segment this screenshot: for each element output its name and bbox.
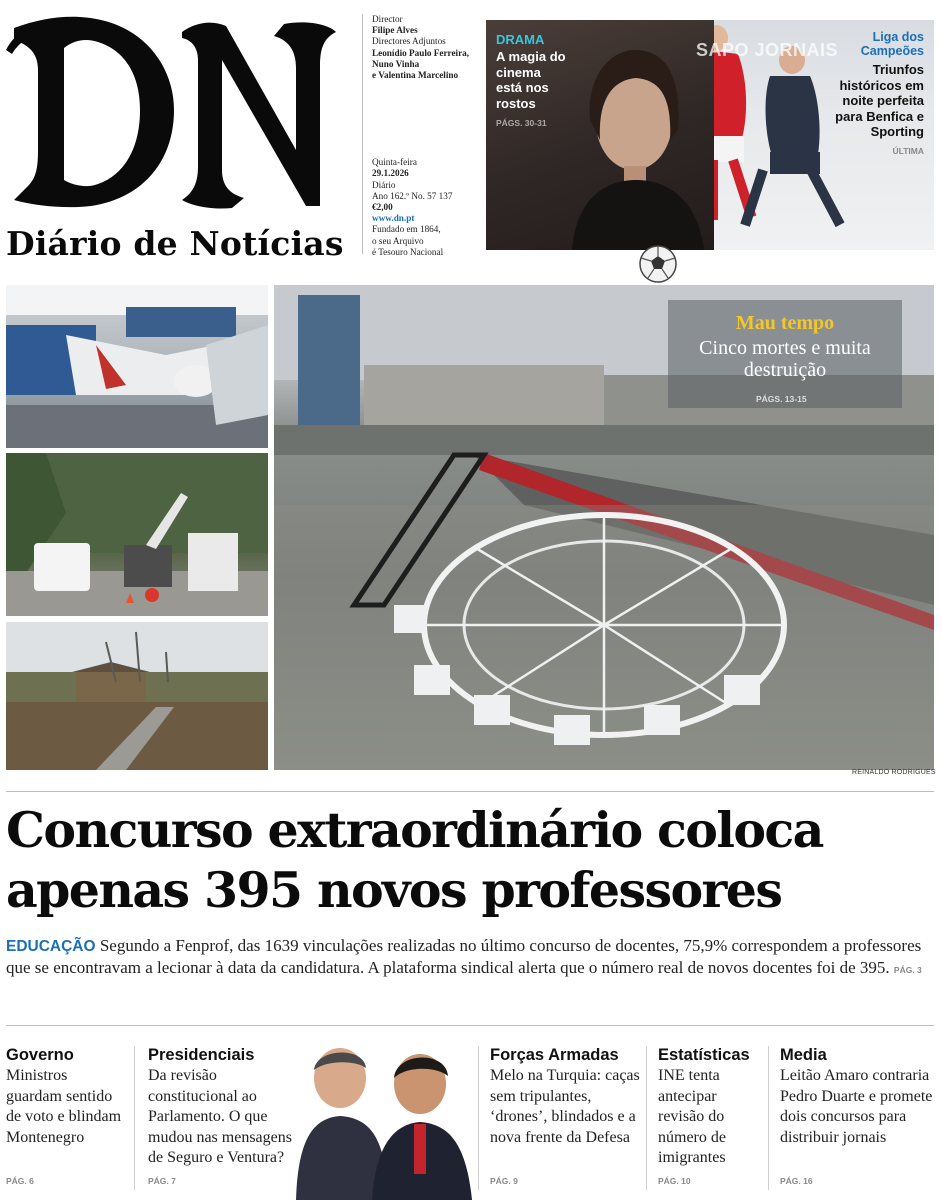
lede-page-ref: PÁG. 3 bbox=[893, 965, 922, 975]
teaser-page-ref: PÁG. 6 bbox=[6, 1176, 34, 1186]
main-lede bbox=[6, 935, 934, 981]
promo-headline: Triunfos históricos em noite perfeita para Benfica e Sporting bbox=[835, 62, 924, 139]
teaser-page-ref: PÁG. 10 bbox=[658, 1176, 691, 1186]
sapo-watermark: SAPO JORNAIS bbox=[696, 40, 839, 60]
promo-drama[interactable] bbox=[486, 20, 714, 250]
deputy-line: Leonídio Paulo Ferreira, bbox=[372, 47, 470, 58]
storm-flood-photo[interactable] bbox=[6, 622, 268, 770]
weekday: Quinta-feira bbox=[372, 157, 417, 168]
director-name: Filipe Alves bbox=[372, 25, 418, 36]
editorial-credits bbox=[362, 14, 480, 257]
damaged-aircraft-image bbox=[6, 285, 268, 448]
teaser-text: INE tenta antecipar revisão do número de imigrantes bbox=[658, 1067, 726, 1166]
teaser-section: Presidenciais bbox=[148, 1046, 255, 1064]
flooded-road-image bbox=[6, 622, 268, 770]
founded-line: é Tesouro Nacional bbox=[372, 246, 444, 257]
price: €2,00 bbox=[372, 202, 393, 213]
divider bbox=[6, 791, 934, 792]
teaser-text: Melo na Turquia: caças sem tripulantes, ‘drones’, blindados e a nova frente da Defesa bbox=[490, 1067, 640, 1146]
founded-line: o seu Arquivo bbox=[372, 235, 424, 246]
top-promo-banner[interactable] bbox=[486, 20, 934, 250]
issue-date: 29.1.2026 bbox=[372, 168, 409, 179]
issue-number: Ano 162.º No. 57 137 bbox=[372, 190, 453, 201]
fallen-trees-road-image bbox=[6, 453, 268, 616]
deputies-label: Directores Adjuntos bbox=[372, 36, 446, 47]
teaser-section: Governo bbox=[6, 1046, 74, 1064]
teaser-section: Estatísticas bbox=[658, 1046, 750, 1064]
teaser-page-ref: PÁG. 9 bbox=[490, 1176, 518, 1186]
candidates-portrait bbox=[296, 1034, 472, 1200]
newspaper-name: Diário de Notícias bbox=[6, 224, 344, 263]
column-divider bbox=[768, 1046, 769, 1190]
website-link[interactable]: www.dn.pt bbox=[372, 213, 415, 224]
lede-text: Segundo a Fenprof, das 1639 vinculações realizadas no último concurso de docentes, 75,9% correspondem a professores que se encontravam a lecionar à data da candidatura. A plataforma sindical alerta que o número real de novos docentes foi de 395. bbox=[6, 936, 922, 977]
teaser-text: Leitão Amaro contraria Pedro Duarte e promete dois concursos para distribuir jornais bbox=[780, 1067, 933, 1146]
photo-kicker: Mau tempo bbox=[735, 312, 835, 334]
teaser-section: Media bbox=[780, 1046, 827, 1064]
two-men-portrait-image bbox=[296, 1034, 472, 1200]
photo-credit: REINALDO RODRIGUES bbox=[852, 769, 936, 776]
teaser-text: Ministros guardam sentido de voto e blindam Montenegro bbox=[6, 1067, 122, 1146]
teaser-page-ref: PÁG. 7 bbox=[148, 1176, 176, 1186]
teaser-presidenciais[interactable] bbox=[148, 1046, 318, 1194]
masthead bbox=[6, 10, 344, 263]
storm-hangar-photo[interactable] bbox=[6, 285, 268, 448]
football-icon bbox=[638, 244, 678, 284]
promo-headline: A magia do cinema está nos rostos bbox=[496, 49, 566, 111]
dn-logo bbox=[6, 10, 336, 210]
frequency: Diário bbox=[372, 179, 396, 190]
deputy-line: e Valentina Marcelino bbox=[372, 70, 459, 81]
teaser-estatisticas[interactable] bbox=[658, 1046, 762, 1194]
main-headline[interactable]: Concurso extraordinário coloca apenas 395 novos professores bbox=[6, 801, 823, 919]
column-divider bbox=[646, 1046, 647, 1190]
storm-roadwork-photo[interactable] bbox=[6, 453, 268, 616]
divider bbox=[6, 1025, 934, 1026]
promo-kicker: Liga dos Campeões bbox=[860, 30, 924, 58]
promo-page-ref: ÚLTIMA bbox=[892, 146, 924, 156]
founded-line: Fundado em 1864, bbox=[372, 224, 441, 235]
teaser-media[interactable] bbox=[780, 1046, 936, 1194]
column-divider bbox=[134, 1046, 135, 1190]
promo-page-ref: PÁGS. 30-31 bbox=[496, 118, 547, 128]
teaser-forcas-armadas[interactable] bbox=[490, 1046, 640, 1194]
director-label: Director bbox=[372, 14, 403, 24]
column-divider bbox=[478, 1046, 479, 1190]
photo-page-ref: PÁGS. 13-15 bbox=[756, 394, 807, 404]
photo-headline: Cinco mortes e muita destruição bbox=[699, 337, 871, 381]
lede-kicker: EDUCAÇÃO bbox=[6, 938, 96, 955]
deputy-line: Nuno Vinha bbox=[372, 58, 420, 69]
teaser-text: Da revisão constitucional ao Parlamento. O que mudou nas mensagens de Seguro e Ventura? bbox=[148, 1067, 292, 1166]
teaser-page-ref: PÁG. 16 bbox=[780, 1176, 813, 1186]
promo-kicker: DRAMA bbox=[496, 32, 545, 47]
teaser-governo[interactable] bbox=[6, 1046, 124, 1194]
teaser-section: Forças Armadas bbox=[490, 1046, 619, 1064]
